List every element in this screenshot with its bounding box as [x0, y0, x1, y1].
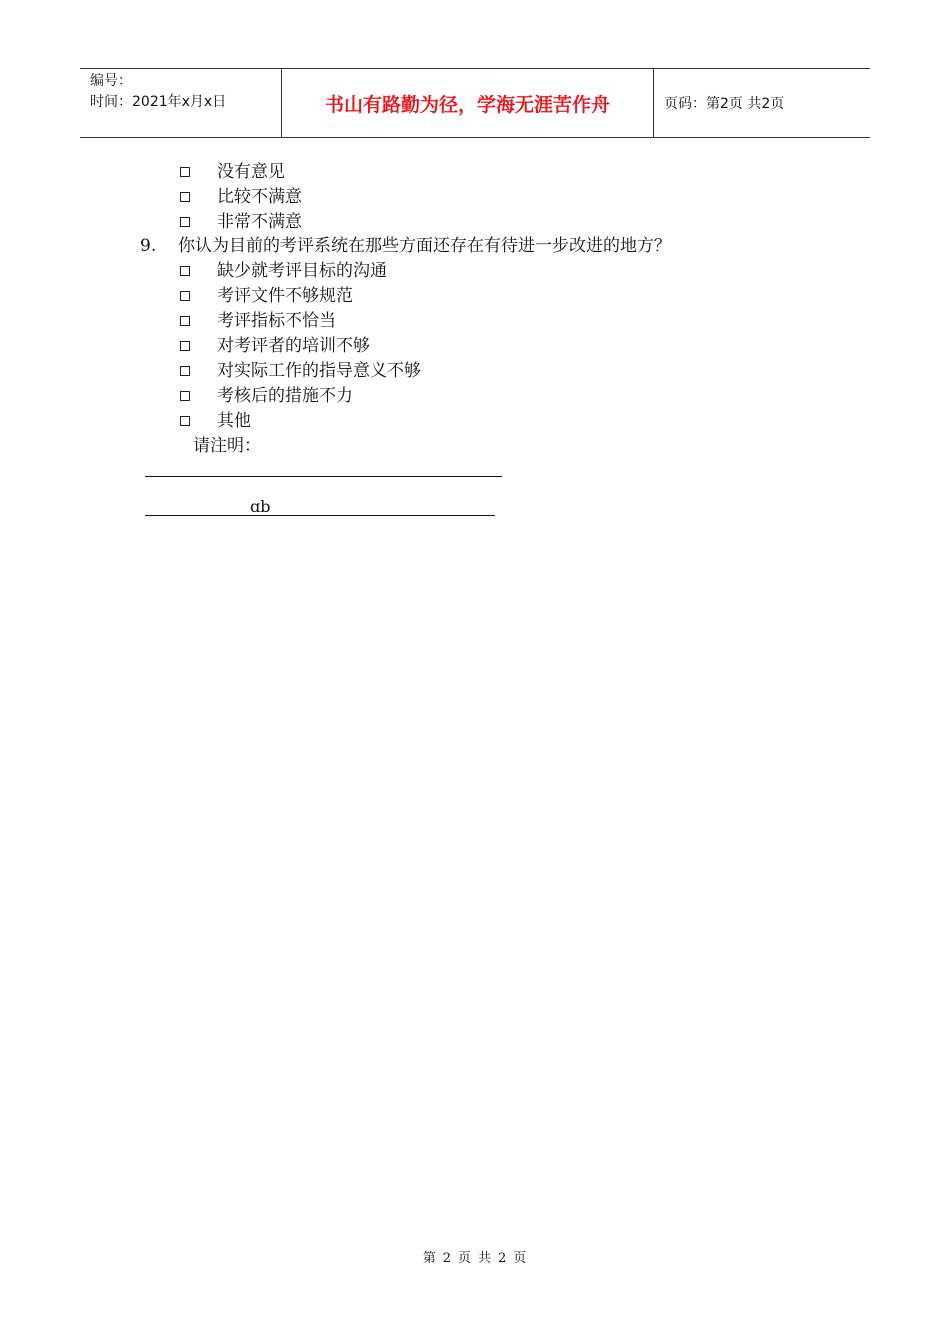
question-9 [140, 234, 671, 258]
footer-text: 第 [422, 1251, 437, 1266]
answer-line[interactable] [145, 476, 502, 477]
option-label: 缺少就考评目标的沟通 [217, 261, 387, 281]
option-label: 对实际工作的指导意义不够 [217, 361, 421, 381]
list-item [180, 210, 302, 234]
list-item [180, 284, 353, 308]
footer-total-pages: 2 [498, 1251, 508, 1266]
checkbox-icon[interactable] [180, 316, 190, 326]
header-page-label: 页码：第2页 共2页 [664, 96, 785, 112]
question-text: 你认为目前的考评系统在那些方面还存在有待进一步改进的地方？ [178, 236, 671, 256]
option-label: 考核后的措施不力 [217, 386, 353, 406]
option-label: 考评指标不恰当 [217, 311, 336, 331]
list-item [180, 185, 302, 209]
list-item [180, 384, 353, 408]
list-item [180, 259, 387, 283]
option-label: 非常不满意 [217, 212, 302, 232]
question-number: 9. [140, 236, 157, 256]
checkbox-icon[interactable] [180, 266, 190, 276]
option-label: 没有意见 [217, 162, 285, 182]
checkbox-icon[interactable] [180, 167, 190, 177]
note-label: 请注明： [193, 436, 261, 456]
header-meta [80, 69, 282, 137]
answer-line[interactable] [145, 515, 495, 516]
page-header [80, 68, 870, 138]
footer-text: 页 [513, 1251, 528, 1266]
option-label: 其他 [217, 411, 251, 431]
list-item [180, 334, 370, 358]
checkbox-icon[interactable] [180, 291, 190, 301]
checkbox-icon[interactable] [180, 416, 190, 426]
list-item [180, 409, 251, 433]
footer-text: 页 [457, 1251, 472, 1266]
time-label: 时间：2021年x月x日 [90, 94, 227, 110]
header-motto: 书山有路勤为径，学海无涯苦作舟 [282, 69, 654, 137]
checkbox-icon[interactable] [180, 192, 190, 202]
footer-text: 共 [478, 1251, 493, 1266]
serial-label: 编号： [90, 73, 132, 89]
list-item [180, 160, 285, 184]
page-footer [0, 1247, 950, 1266]
option-label: 考评文件不够规范 [217, 286, 353, 306]
footer-page-number: 2 [442, 1251, 452, 1266]
list-item [180, 309, 336, 333]
checkbox-icon[interactable] [180, 366, 190, 376]
option-label: 比较不满意 [217, 187, 302, 207]
checkbox-icon[interactable] [180, 217, 190, 227]
checkbox-icon[interactable] [180, 341, 190, 351]
list-item [180, 359, 421, 383]
option-label: 对考评者的培训不够 [217, 336, 370, 356]
checkbox-icon[interactable] [180, 391, 190, 401]
stray-mark: ɑb [250, 497, 271, 516]
